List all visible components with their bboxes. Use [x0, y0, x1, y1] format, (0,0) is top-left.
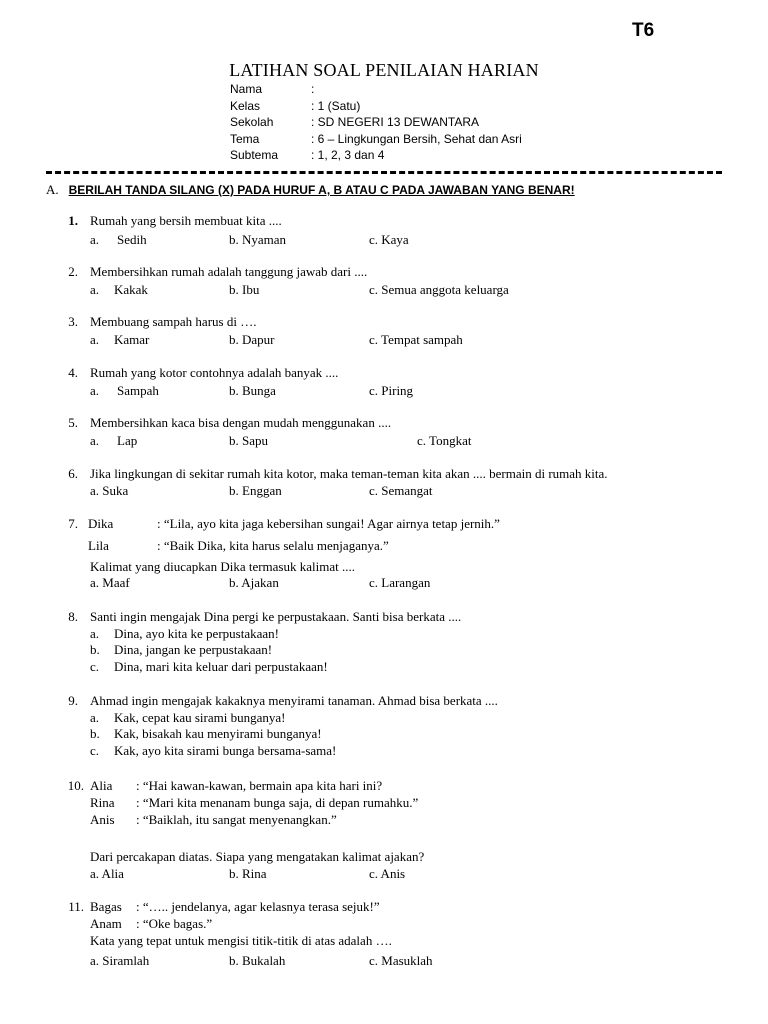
dialogue-speaker: Rina: [90, 795, 115, 810]
option-a-text: Kakak: [114, 282, 148, 297]
option-a-text: Kamar: [114, 332, 150, 347]
dialogue-line: : “Hai kawan-kawan, bermain apa kita hari ini?: [136, 778, 383, 793]
option-a-text: Kak, cepat kau sirami bunganya!: [114, 710, 286, 725]
option-c: c. Semangat: [369, 483, 433, 498]
question-number: 5.: [68, 415, 78, 430]
option-a-text: Dina, ayo kita ke perpustakaan!: [114, 626, 279, 641]
option-c: c. Anis: [369, 866, 406, 881]
question-number: 8.: [68, 609, 78, 624]
info-label: Kelas: [230, 98, 261, 113]
info-value: : 6 – Lingkungan Bersih, Sehat dan Asri: [311, 131, 522, 146]
dialogue-speaker: Anam: [90, 916, 122, 931]
question-number: 9.: [68, 693, 78, 708]
option-b: b. Ibu: [229, 282, 260, 297]
option-a-label: a.: [90, 332, 100, 347]
dialogue-line: : “….. jendelanya, agar kelasnya terasa sejuk!”: [136, 899, 380, 914]
info-value: : SD NEGERI 13 DEWANTARA: [311, 115, 480, 130]
option-c: c. Masuklah: [369, 953, 433, 968]
info-label: Tema: [230, 131, 260, 146]
section-heading: [46, 182, 575, 198]
option-a-label: a.: [90, 232, 100, 247]
option-b-label: b.: [90, 726, 100, 741]
dialogue-line: : “Baik Dika, kita harus selalu menjaganya.”: [157, 538, 389, 553]
option-b: b. Rina: [229, 866, 267, 881]
option-b: b. Enggan: [229, 483, 282, 498]
option-c: c. Tongkat: [417, 433, 472, 448]
option-a-label: a.: [90, 710, 100, 725]
option-a: a. Suka: [90, 483, 129, 498]
option-a-label: a.: [90, 383, 100, 398]
option-b-label: b.: [90, 642, 100, 657]
option-a-label: a.: [90, 626, 100, 641]
question-text: Kalimat yang diucapkan Dika termasuk kalimat ....: [90, 559, 355, 574]
dialogue-speaker: Lila: [88, 538, 109, 553]
info-value: : 1, 2, 3 dan 4: [311, 148, 385, 163]
section-letter: A.: [46, 182, 59, 197]
option-c: c. Piring: [369, 383, 414, 398]
dialogue-line: : “Oke bagas.”: [136, 916, 213, 931]
option-b-text: Kak, bisakah kau menyirami bunganya!: [114, 726, 322, 741]
question-number: 11.: [68, 899, 84, 914]
option-c-label: c.: [90, 743, 100, 758]
option-a-text: Sedih: [117, 232, 147, 247]
option-b: b. Bunga: [229, 383, 276, 398]
question-text: Membuang sampah harus di ….: [90, 314, 257, 329]
question-number: 3.: [68, 314, 78, 329]
question-text: Jika lingkungan di sekitar rumah kita kotor, maka teman-teman kita akan .... bermain di rumah kita.: [90, 466, 608, 481]
option-a: a. Siramlah: [90, 953, 150, 968]
question-text: Membersihkan rumah adalah tanggung jawab dari ....: [90, 264, 368, 279]
option-c: c. Semua anggota keluarga: [369, 282, 509, 297]
info-label: Nama: [230, 82, 263, 96]
option-b: b. Ajakan: [229, 575, 279, 590]
dialogue-speaker: Bagas: [90, 899, 122, 914]
option-a: a. Maaf: [90, 575, 130, 590]
question-number: 4.: [68, 365, 78, 380]
dialogue-line: : “Baiklah, itu sangat menyenangkan.”: [136, 812, 337, 827]
question-text: Membersihkan kaca bisa dengan mudah menggunakan ....: [90, 415, 392, 430]
option-c-label: c.: [90, 659, 100, 674]
option-a: a. Alia: [90, 866, 124, 881]
option-b: b. Sapu: [229, 433, 268, 448]
question-text: Rumah yang bersih membuat kita ....: [90, 213, 282, 228]
option-c-text: Kak, ayo kita sirami bunga bersama-sama!: [114, 743, 337, 758]
dialogue-speaker: Alia: [90, 778, 113, 793]
question-number: 7.: [68, 516, 78, 531]
page-title: LATIHAN SOAL PENILAIAN HARIAN: [229, 60, 539, 80]
info-label: Sekolah: [230, 115, 274, 130]
question-number: 10.: [67, 778, 84, 793]
dialogue-speaker: Dika: [88, 516, 114, 531]
question-text: Ahmad ingin mengajak kakaknya menyirami tanaman. Ahmad bisa berkata ....: [90, 693, 498, 708]
document-code: T6: [632, 20, 655, 41]
option-c: c. Larangan: [369, 575, 431, 590]
option-a-label: a.: [90, 282, 100, 297]
option-c-text: Dina, mari kita keluar dari perpustakaan!: [114, 659, 328, 674]
info-value: : 1 (Satu): [311, 98, 361, 113]
option-c: c. Tempat sampah: [369, 332, 463, 347]
question-text: Rumah yang kotor contohnya adalah banyak ....: [90, 365, 339, 380]
dialogue-line: : “Lila, ayo kita jaga kebersihan sungai! Agar airnya tetap jernih.”: [157, 516, 500, 531]
dialogue-line: : “Mari kita menanam bunga saja, di depan rumahku.”: [136, 795, 419, 810]
section-instruction: BERILAH TANDA SILANG (X) PADA HURUF A, B ATAU C PADA JAWABAN YANG BENAR!: [68, 183, 575, 197]
option-c: c. Kaya: [369, 232, 409, 247]
option-b: b. Bukalah: [229, 953, 286, 968]
question-text: Dari percakapan diatas. Siapa yang mengatakan kalimat ajakan?: [90, 849, 425, 864]
option-b: b. Nyaman: [229, 232, 287, 247]
question-number: 6.: [68, 466, 78, 481]
info-label: Subtema: [230, 148, 279, 163]
dashed-divider: [46, 171, 722, 174]
question-text: Kata yang tepat untuk mengisi titik-titik di atas adalah ….: [90, 933, 392, 948]
option-a-text: Sampah: [117, 383, 159, 398]
option-b-text: Dina, jangan ke perpustakaan!: [114, 642, 273, 657]
info-value: :: [311, 82, 315, 96]
question-number: 2.: [68, 264, 78, 279]
question-number: 1.: [68, 213, 78, 228]
option-a-label: a.: [90, 433, 100, 448]
question-text: Santi ingin mengajak Dina pergi ke perpustakaan. Santi bisa berkata ....: [90, 609, 462, 624]
dialogue-speaker: Anis: [90, 812, 115, 827]
option-b: b. Dapur: [229, 332, 275, 347]
option-a-text: Lap: [117, 433, 138, 448]
